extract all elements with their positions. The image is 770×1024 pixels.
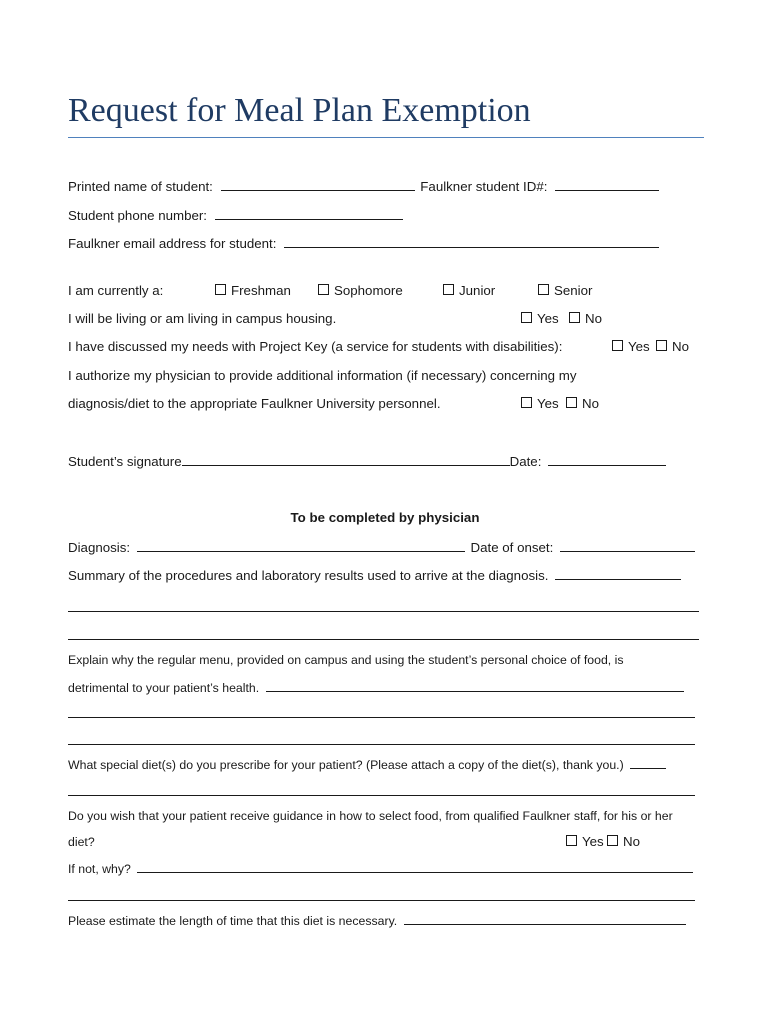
junior-checkbox[interactable] [443,284,454,295]
signature-row [68,453,666,470]
onset-label: Date of onset: [470,540,554,555]
summary-line-3[interactable] [68,639,699,640]
form-title: Request for Meal Plan Exemption [68,92,531,129]
explain-question-line2: detrimental to your patient’s health. [68,681,260,695]
explain-row [68,679,684,696]
summary-line-2[interactable] [68,611,699,612]
student-id-label: Faulkner student ID#: [420,179,548,194]
diagnosis-field[interactable] [137,539,465,552]
ifnot-label: If not, why? [68,862,131,876]
phone-field[interactable] [215,207,403,220]
estimate-field[interactable] [404,912,686,925]
signature-field[interactable] [182,453,510,466]
onset-field[interactable] [560,539,695,552]
housing-no-label: No [585,311,602,326]
authorize-yes-label: Yes [537,396,559,411]
explain-line-2[interactable] [68,717,695,718]
printed-name-label: Printed name of student: [68,179,213,194]
diagnosis-label: Diagnosis: [68,540,131,555]
ifnot-row [68,860,693,877]
housing-no-checkbox[interactable] [569,312,580,323]
sophomore-checkbox[interactable] [318,284,329,295]
freshman-label: Freshman [231,283,291,298]
summary-row [68,567,681,584]
summary-field[interactable] [555,567,681,580]
explain-question-line1: Explain why the regular menu, provided on campus and using the student’s personal choice of food, is [68,653,624,667]
estimate-row [68,912,686,929]
projectkey-no-option[interactable] [656,339,689,355]
guidance-yes-checkbox[interactable] [566,835,577,846]
option-senior[interactable] [538,283,592,299]
student-id-field[interactable] [555,178,659,191]
summary-question: Summary of the procedures and laboratory results used to arrive at the diagnosis. [68,568,549,583]
guidance-yes-label: Yes [582,834,604,849]
projectkey-yes-option[interactable] [612,339,650,355]
senior-checkbox[interactable] [538,284,549,295]
authorize-no-label: No [582,396,599,411]
sophomore-label: Sophomore [334,283,403,298]
diet-question: What special diet(s) do you prescribe for your patient? (Please attach a copy of the diet(s), thank you.) [68,758,624,772]
signature-label: Student’s signature [68,454,182,469]
currently-label: I am currently a: [68,283,164,298]
projectkey-yes-checkbox[interactable] [612,340,623,351]
authorize-yes-checkbox[interactable] [521,397,532,408]
guidance-question-line1: Do you wish that your patient receive guidance in how to select food, from qualified Faulkner staff, for his or her [68,809,673,823]
authorize-no-checkbox[interactable] [566,397,577,408]
guidance-no-label: No [623,834,640,849]
guidance-no-checkbox[interactable] [607,835,618,846]
authorize-yes-option[interactable] [521,396,559,412]
title-divider [68,137,704,138]
housing-no-option[interactable] [569,311,602,327]
guidance-no-option[interactable] [607,834,640,850]
physician-heading: To be completed by physician [290,510,480,525]
ifnot-line-2[interactable] [68,900,695,901]
diet-line-2[interactable] [68,795,695,796]
email-label: Faulkner email address for student: [68,236,277,251]
senior-label: Senior [554,283,593,298]
explain-field[interactable] [266,679,684,692]
ifnot-field[interactable] [137,860,693,873]
date-label: Date: [509,454,542,469]
diet-field[interactable] [630,756,666,769]
projectkey-no-checkbox[interactable] [656,340,667,351]
guidance-question-line2: diet? [68,835,95,849]
guidance-yes-option[interactable] [566,834,604,850]
option-junior[interactable] [443,283,495,299]
diagnosis-row [68,539,695,556]
printed-name-field[interactable] [221,178,415,191]
email-row [68,235,659,252]
authorize-question-line1: I authorize my physician to provide additional information (if necessary) concerning my [68,368,577,383]
option-sophomore[interactable] [318,283,403,299]
explain-line-3[interactable] [68,744,695,745]
estimate-question: Please estimate the length of time that this diet is necessary. [68,914,398,928]
projectkey-yes-label: Yes [628,339,650,354]
date-field[interactable] [548,453,666,466]
freshman-checkbox[interactable] [215,284,226,295]
printed-name-row [68,178,659,195]
authorize-no-option[interactable] [566,396,599,412]
housing-yes-option[interactable] [521,311,559,327]
option-freshman[interactable] [215,283,291,299]
housing-yes-label: Yes [537,311,559,326]
housing-question: I will be living or am living in campus housing. [68,311,337,326]
projectkey-question: I have discussed my needs with Project Key (a service for students with disabilities): [68,339,563,354]
phone-label: Student phone number: [68,208,207,223]
junior-label: Junior [459,283,496,298]
projectkey-no-label: No [672,339,689,354]
phone-row [68,207,403,224]
authorize-question-line2: diagnosis/diet to the appropriate Faulkner University personnel. [68,396,441,411]
email-field[interactable] [284,235,659,248]
housing-yes-checkbox[interactable] [521,312,532,323]
diet-row [68,756,666,773]
